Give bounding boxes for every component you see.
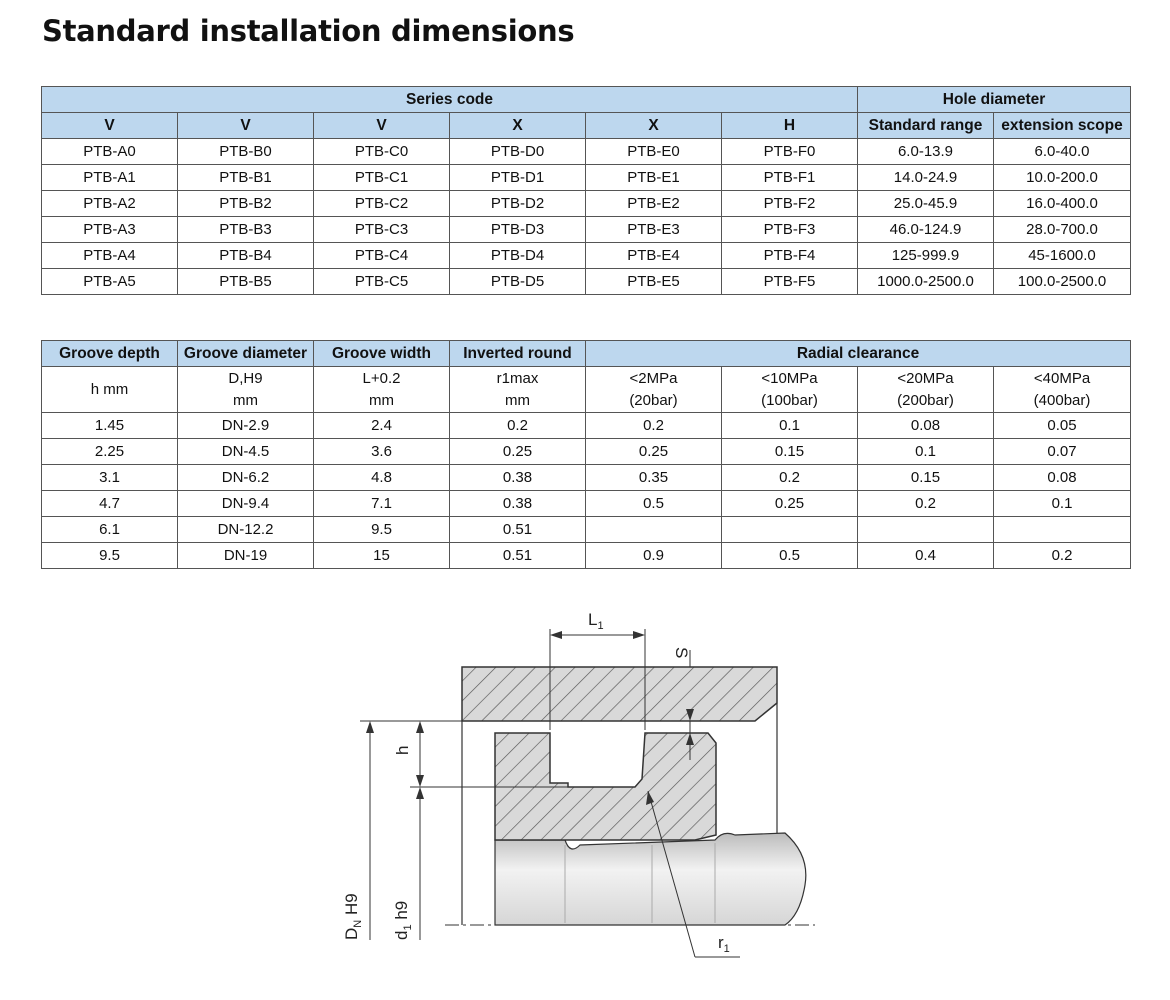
column-header: Standard range xyxy=(858,113,994,139)
table-cell: 0.25 xyxy=(722,491,858,517)
table-cell: 45-1600.0 xyxy=(994,243,1131,269)
dimension-arrow xyxy=(633,631,645,639)
table-cell: 15 xyxy=(314,543,450,569)
table-row xyxy=(42,439,1131,465)
table-cell: 28.0-700.0 xyxy=(994,217,1131,243)
table-cell: 125-999.9 xyxy=(858,243,994,269)
table-cell: DN-6.2 xyxy=(178,465,314,491)
table-cell: PTB-F1 xyxy=(722,165,858,191)
table-cell: PTB-E4 xyxy=(586,243,722,269)
table-cell: 16.0-400.0 xyxy=(994,191,1131,217)
table-row xyxy=(42,517,1131,543)
table-cell: PTB-E3 xyxy=(586,217,722,243)
table-cell: 0.2 xyxy=(858,491,994,517)
table-cell: 0.15 xyxy=(858,465,994,491)
table-cell: 0.25 xyxy=(450,439,586,465)
column-header: X xyxy=(450,113,586,139)
table-cell: PTB-B2 xyxy=(178,191,314,217)
dimension-arrow xyxy=(416,787,424,799)
table-cell: 6.0-13.9 xyxy=(858,139,994,165)
table-cell: 3.1 xyxy=(42,465,178,491)
table-cell: 100.0-2500.0 xyxy=(994,269,1131,295)
table-cell: PTB-E1 xyxy=(586,165,722,191)
table-cell: 25.0-45.9 xyxy=(858,191,994,217)
table-cell: PTB-A4 xyxy=(42,243,178,269)
table-cell: 2.25 xyxy=(42,439,178,465)
table-cell: PTB-B1 xyxy=(178,165,314,191)
series-code-table xyxy=(41,86,1131,295)
table-row xyxy=(42,217,1131,243)
label-DN: $D_N$ H9 xyxy=(342,893,364,940)
table-cell xyxy=(994,517,1131,543)
table-cell: 6.0-40.0 xyxy=(994,139,1131,165)
table-row xyxy=(42,139,1131,165)
subheader-cell: <10MPa (100bar) xyxy=(722,367,858,413)
table-cell: 14.0-24.9 xyxy=(858,165,994,191)
table-cell: PTB-B0 xyxy=(178,139,314,165)
table-row xyxy=(42,413,1131,439)
table-cell: 3.6 xyxy=(314,439,450,465)
table-cell: PTB-E5 xyxy=(586,269,722,295)
table-cell: 0.2 xyxy=(450,413,586,439)
groove-cross-section-diagram xyxy=(330,595,850,975)
column-header: H xyxy=(722,113,858,139)
table-row xyxy=(42,465,1131,491)
table-row xyxy=(42,243,1131,269)
table-cell: 0.15 xyxy=(722,439,858,465)
table-cell: 0.38 xyxy=(450,491,586,517)
label-L1: $L_1$ xyxy=(588,610,604,632)
table-row xyxy=(42,165,1131,191)
column-header: V xyxy=(178,113,314,139)
inverted-round-header: Inverted round xyxy=(450,341,586,367)
table-cell: 9.5 xyxy=(42,543,178,569)
groove-depth-header: Groove depth xyxy=(42,341,178,367)
groove-dimensions-table xyxy=(41,340,1131,569)
table-cell: PTB-C1 xyxy=(314,165,450,191)
subheader-cell: <20MPa (200bar) xyxy=(858,367,994,413)
subheader-cell: <2MPa (20bar) xyxy=(586,367,722,413)
table-cell: DN-19 xyxy=(178,543,314,569)
dimension-arrow xyxy=(366,721,374,733)
table-cell: 0.4 xyxy=(858,543,994,569)
label-h: h xyxy=(393,745,412,755)
table-cell: PTB-B5 xyxy=(178,269,314,295)
table-cell: PTB-C0 xyxy=(314,139,450,165)
table-cell: 0.08 xyxy=(858,413,994,439)
table-cell xyxy=(586,517,722,543)
table-cell: PTB-C3 xyxy=(314,217,450,243)
table-cell: PTB-C4 xyxy=(314,243,450,269)
table-cell: PTB-F2 xyxy=(722,191,858,217)
label-s: S xyxy=(672,647,691,659)
table-cell: 0.5 xyxy=(722,543,858,569)
subheader-cell: r1max mm xyxy=(450,367,586,413)
table-cell: PTB-A0 xyxy=(42,139,178,165)
table-cell: 0.51 xyxy=(450,543,586,569)
table-cell: 4.8 xyxy=(314,465,450,491)
table-cell: PTB-A5 xyxy=(42,269,178,295)
table-cell: DN-4.5 xyxy=(178,439,314,465)
table-cell: 2.4 xyxy=(314,413,450,439)
table-cell: 0.5 xyxy=(586,491,722,517)
table-cell: PTB-F3 xyxy=(722,217,858,243)
table-cell: PTB-F5 xyxy=(722,269,858,295)
table-cell: PTB-F0 xyxy=(722,139,858,165)
table-cell: PTB-B4 xyxy=(178,243,314,269)
table-cell: 0.2 xyxy=(722,465,858,491)
table-cell: 46.0-124.9 xyxy=(858,217,994,243)
label-d1: $d_1$ h9 xyxy=(392,900,414,940)
page-title: Standard installation dimensions xyxy=(42,14,575,48)
table-cell: PTB-A2 xyxy=(42,191,178,217)
table-cell: 0.51 xyxy=(450,517,586,543)
table-cell: 1000.0-2500.0 xyxy=(858,269,994,295)
column-header: V xyxy=(42,113,178,139)
dimension-arrow xyxy=(416,775,424,787)
subheader-cell: h mm xyxy=(42,367,178,413)
table-cell: PTB-D5 xyxy=(450,269,586,295)
column-header: V xyxy=(314,113,450,139)
table-cell: PTB-B3 xyxy=(178,217,314,243)
table-cell: DN-12.2 xyxy=(178,517,314,543)
rod-shape xyxy=(495,833,806,925)
table-cell: PTB-C2 xyxy=(314,191,450,217)
table-cell: 0.05 xyxy=(994,413,1131,439)
table-cell: PTB-D0 xyxy=(450,139,586,165)
table-cell: 0.2 xyxy=(586,413,722,439)
table-cell: 6.1 xyxy=(42,517,178,543)
table-row xyxy=(42,269,1131,295)
subheader-cell: D,H9 mm xyxy=(178,367,314,413)
table-cell: PTB-F4 xyxy=(722,243,858,269)
table-cell: 0.08 xyxy=(994,465,1131,491)
table-row xyxy=(42,191,1131,217)
series-code-header: Series code xyxy=(42,87,858,113)
table-cell: 4.7 xyxy=(42,491,178,517)
table-cell: DN-9.4 xyxy=(178,491,314,517)
table-cell: 0.25 xyxy=(586,439,722,465)
table-cell: PTB-D3 xyxy=(450,217,586,243)
label-r1: $r_1$ xyxy=(718,933,730,955)
table-cell: PTB-E2 xyxy=(586,191,722,217)
table-cell: 0.07 xyxy=(994,439,1131,465)
table-cell: 0.2 xyxy=(994,543,1131,569)
groove-width-header: Groove width xyxy=(314,341,450,367)
column-header: extension scope xyxy=(994,113,1131,139)
housing-shape xyxy=(462,667,777,721)
table-cell: PTB-D2 xyxy=(450,191,586,217)
table-cell: PTB-D4 xyxy=(450,243,586,269)
subheader-cell: L+0.2 mm xyxy=(314,367,450,413)
table-row xyxy=(42,543,1131,569)
table-cell: 0.1 xyxy=(994,491,1131,517)
table-cell: 0.35 xyxy=(586,465,722,491)
table-row xyxy=(42,491,1131,517)
table-cell: 9.5 xyxy=(314,517,450,543)
table-cell: 10.0-200.0 xyxy=(994,165,1131,191)
table-cell: 0.1 xyxy=(722,413,858,439)
table-cell: 1.45 xyxy=(42,413,178,439)
table-cell xyxy=(858,517,994,543)
groove-diameter-header: Groove diameter xyxy=(178,341,314,367)
table-cell: 0.9 xyxy=(586,543,722,569)
table-cell: 0.1 xyxy=(858,439,994,465)
dimension-arrow xyxy=(550,631,562,639)
column-header: X xyxy=(586,113,722,139)
table-cell: 0.38 xyxy=(450,465,586,491)
dimension-arrow xyxy=(416,721,424,733)
table-cell: PTB-A3 xyxy=(42,217,178,243)
table-cell: PTB-D1 xyxy=(450,165,586,191)
table-cell: DN-2.9 xyxy=(178,413,314,439)
radial-clearance-header: Radial clearance xyxy=(586,341,1131,367)
hole-diameter-header: Hole diameter xyxy=(858,87,1131,113)
table-cell: PTB-E0 xyxy=(586,139,722,165)
table-cell: PTB-A1 xyxy=(42,165,178,191)
table-cell: PTB-C5 xyxy=(314,269,450,295)
subheader-cell: <40MPa (400bar) xyxy=(994,367,1131,413)
table-cell xyxy=(722,517,858,543)
table-cell: 7.1 xyxy=(314,491,450,517)
